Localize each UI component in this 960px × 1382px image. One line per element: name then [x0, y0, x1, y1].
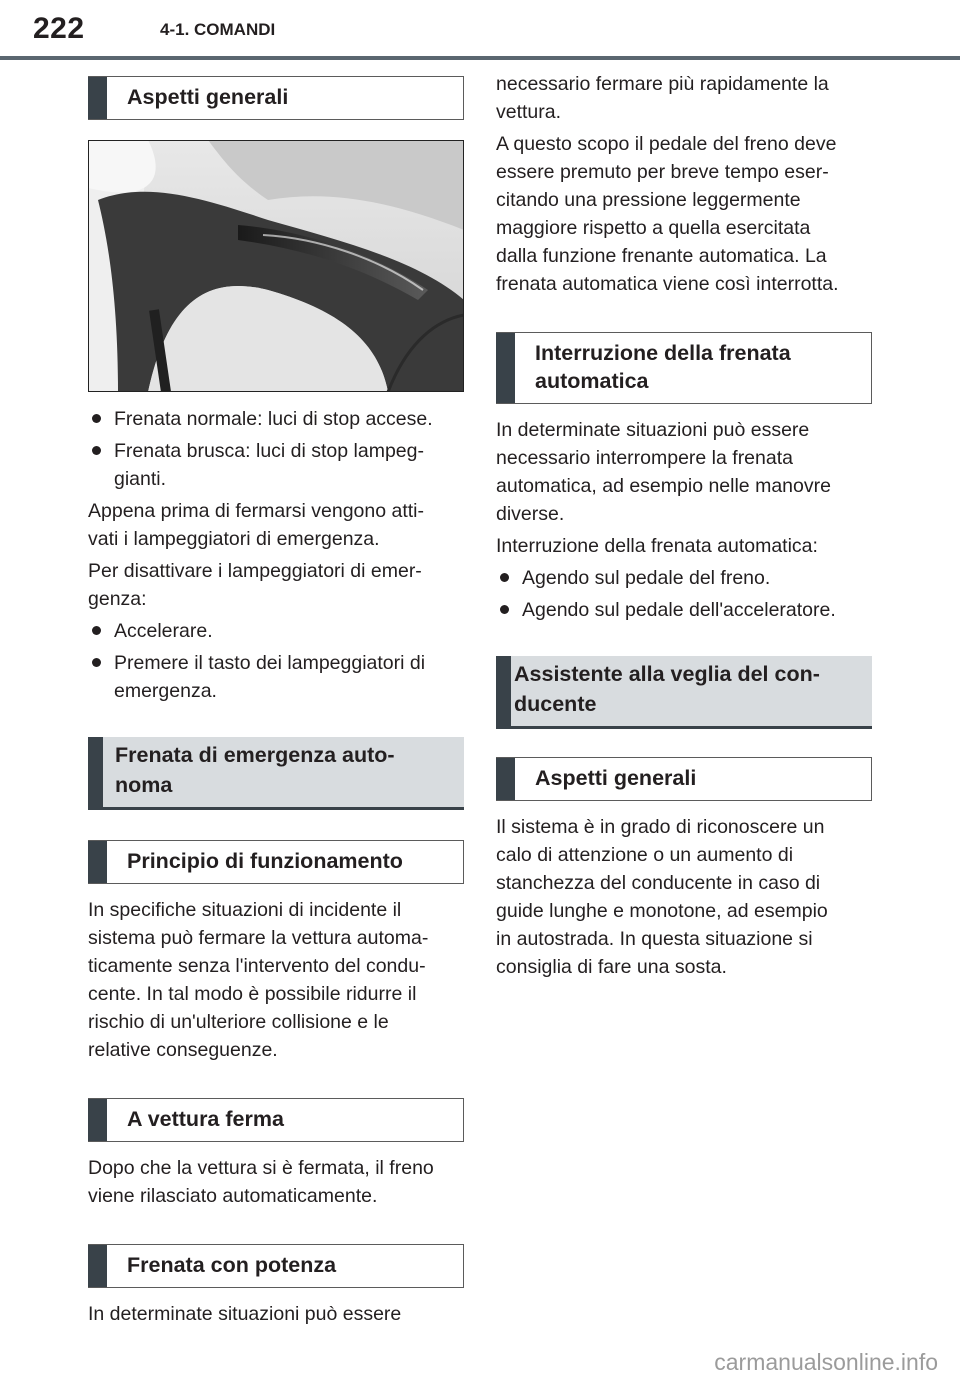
- section-heading-aspetti-generali-2: [496, 757, 872, 801]
- paragraph: Per disattivare i lampeggiatori di emer- genza:: [88, 560, 422, 610]
- paragraph: Il sistema è in grado di riconoscere un calo di attenzione o un aumento di stanchezza del conducente in caso di guide lunghe e monotone, ad esempio in autostrada. In questa situazione si consiglia di fare una sosta.: [496, 816, 828, 978]
- main-heading-assistente-veglia: [496, 656, 872, 729]
- list-item: Frenata brusca: luci di stop lampeg- gianti.: [88, 437, 464, 493]
- left-column: [88, 76, 464, 1328]
- heading-text: Principio di funzionamento: [127, 849, 403, 873]
- section-heading-interruzione: [496, 332, 872, 404]
- heading-text: Aspetti generali: [535, 766, 697, 790]
- header-rule: [0, 56, 960, 60]
- paragraph: In determinate situazioni può essere necessario interrompere la frenata automatica, ad esempio nelle manovre diverse.: [496, 419, 831, 525]
- paragraph: necessario fermare più rapidamente la vettura.: [496, 73, 829, 123]
- heading-text: Interruzione della frenata automatica: [535, 341, 791, 393]
- paragraph: In determinate situazioni può essere: [88, 1303, 402, 1325]
- list-item: Accelerare.: [88, 617, 464, 645]
- hazard-off-list: [88, 617, 464, 705]
- heading-text: Assistente alla veglia del con- ducente: [514, 662, 820, 716]
- paragraph: A questo scopo il pedale del freno deve essere premuto per breve tempo eser- citando una pressione leggermente maggiore rispetto a quella esercitata dalla funzione frenante automatica. La frenata automatica viene così interrotta.: [496, 133, 839, 295]
- list-item: Agendo sul pedale del freno.: [496, 564, 872, 592]
- tail-light-illustration: [88, 140, 464, 392]
- paragraph: In specifiche situazioni di incidente il sistema può fermare la vettura automa- ticamente senza l'intervento del condu- cente. In tal modo è possibile ridurre il rischio di un'ulteriore collisione e le relative conseguenze.: [88, 899, 429, 1061]
- right-column: [496, 70, 872, 981]
- heading-text: A vettura ferma: [127, 1107, 284, 1131]
- section-heading-principio: [88, 840, 464, 884]
- chapter-title: 4-1. COMANDI: [160, 20, 276, 39]
- interruption-list: [496, 564, 872, 624]
- section-heading-frenata-potenza: [88, 1244, 464, 1288]
- watermark: carmanualsonline.info: [714, 1349, 938, 1375]
- brake-light-list: [88, 405, 464, 493]
- paragraph: Appena prima di fermarsi vengono atti- vati i lampeggiatori di emergenza.: [88, 500, 425, 550]
- paragraph: Interruzione della frenata automatica:: [496, 535, 818, 557]
- list-item: Premere il tasto dei lampeggiatori di emergenza.: [88, 649, 464, 705]
- heading-text: Frenata con potenza: [127, 1253, 337, 1277]
- section-heading-vettura-ferma: [88, 1098, 464, 1142]
- main-heading-frenata-emergenza: [88, 737, 464, 810]
- list-item: Agendo sul pedale dell'acceleratore.: [496, 596, 872, 624]
- page-number: 222: [33, 12, 85, 45]
- paragraph: Dopo che la vettura si è fermata, il freno viene rilasciato automaticamente.: [88, 1157, 434, 1207]
- heading-text: Frenata di emergenza auto- noma: [115, 743, 395, 797]
- list-item: Frenata normale: luci di stop accese.: [88, 405, 464, 433]
- heading-text: Aspetti generali: [127, 85, 289, 109]
- section-heading-aspetti-generali: [88, 76, 464, 120]
